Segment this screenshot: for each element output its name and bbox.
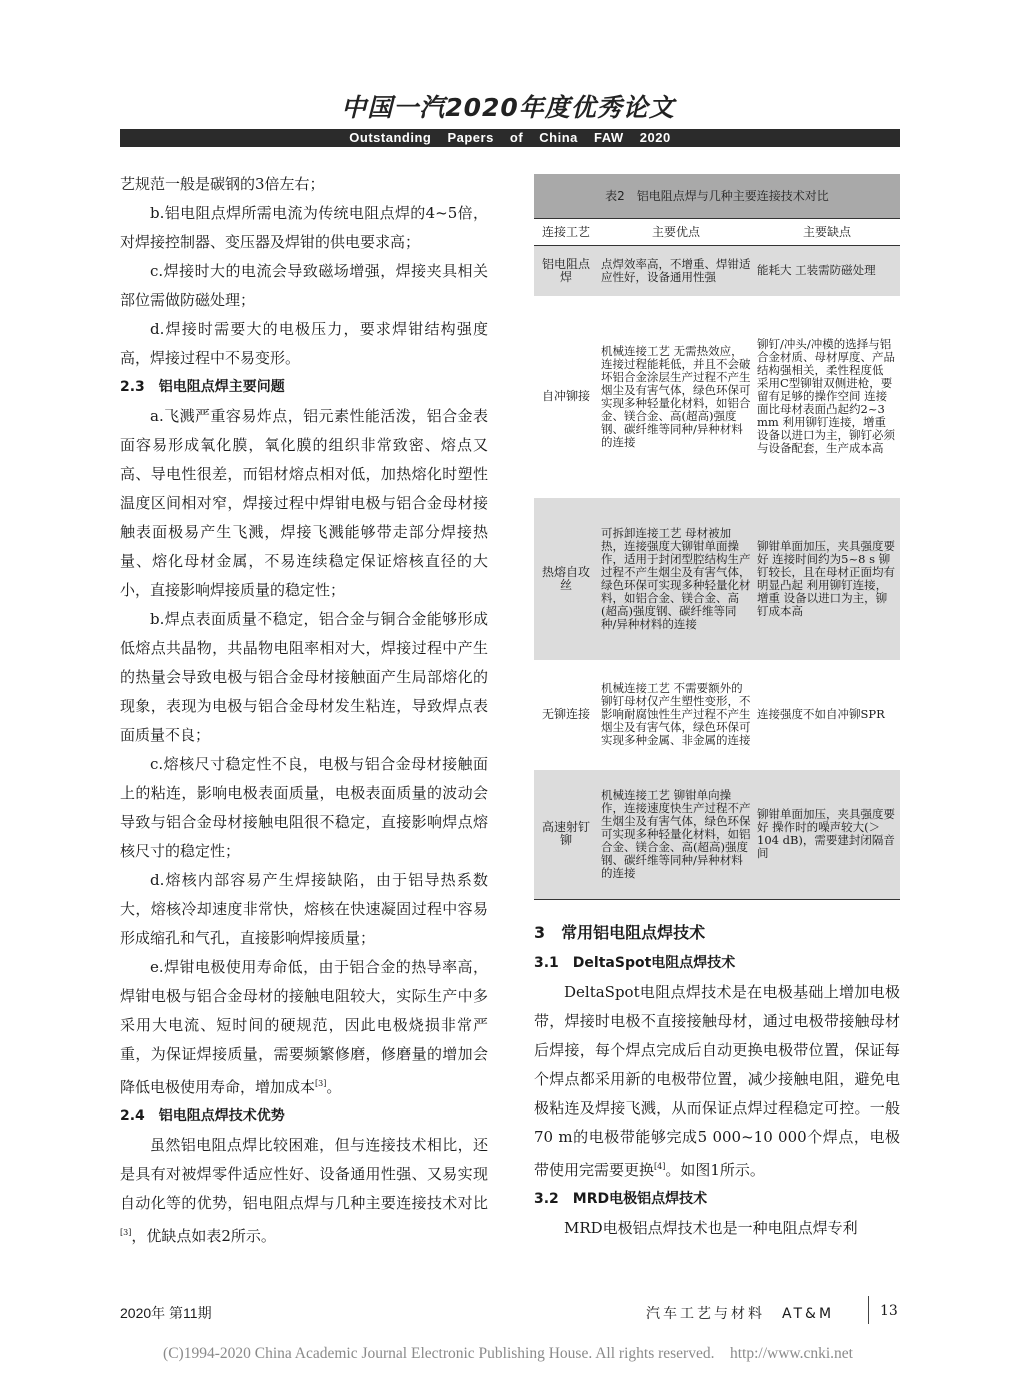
table-header: 主要优点 bbox=[598, 219, 754, 246]
paragraph-text: e.焊钳电极使用寿命低，由于铝合金的热导率高，焊钳电极与铝合金母材的接触电阻较大，实际生产中多采用大电流、短时间的硬规范，因此电极烧损非常严重，为保证焊接质量，需要频繁修磨，修磨量的增加会降低电极使用寿命，增加成本 bbox=[120, 958, 488, 1096]
citation: [4] bbox=[654, 1162, 666, 1171]
left-column bbox=[120, 170, 488, 1251]
journal-header-subtitle: Outstanding Papers of China FAW 2020 bbox=[349, 130, 671, 145]
footer-divider bbox=[868, 1296, 869, 1324]
section-heading-2-4: 2.4 铝电阻点焊技术优势 bbox=[120, 1108, 285, 1124]
table-row bbox=[534, 660, 900, 770]
paragraph: c.焊接时大的电流会导致磁场增强，焊接夹具相关部位需做防磁处理； bbox=[120, 262, 488, 309]
section-heading-3: 3 常用铝电阻点焊技术 bbox=[534, 923, 706, 942]
paragraph: 艺规范一般是碳钢的3倍左右； bbox=[120, 175, 325, 193]
table-row bbox=[534, 770, 900, 900]
table-title: 表2 铝电阻点焊与几种主要连接技术对比 bbox=[534, 174, 900, 218]
page-number: 13 bbox=[880, 1303, 898, 1319]
copyright-notice: (C)1994-2020 China Academic Journal Electronic Publishing House. All rights reserved. http://www.cnki.net bbox=[163, 1345, 853, 1362]
table-cell: 自冲铆接 bbox=[541, 389, 590, 403]
paragraph: MRD电极铝点焊技术也是一种电阻点焊专利 bbox=[564, 1219, 858, 1237]
journal-header-bar bbox=[120, 129, 900, 147]
table-row bbox=[534, 498, 900, 660]
table-cell: 机械连接工艺 无需热效应，连接过程能耗低，并且不会破坏铝合金涂层生产过程不产生烟尘及有害气体，绿色环保可实现多种轻量化材料，如铝合金、镁合金、高(超高)强度钢、碳纤维等同种/异种材料的连接 bbox=[601, 343, 751, 449]
journal-name: 汽车工艺与材料 AT&M bbox=[646, 1306, 835, 1322]
citation: [3] bbox=[315, 1079, 327, 1088]
table-cell: 铝电阻点焊 bbox=[534, 246, 598, 296]
paragraph-text: DeltaSpot电阻点焊技术是在电极基础上增加电极带，焊接时电极不直接接触母材，通过电极带接触母材后焊接，每个焊点完成后自动更换电极带位置，保证每个焊点都采用新的电极带位置，减少接触电阻，避免电极粘连及焊接飞溅，从而保证点焊过程稳定可控。一般70 m的电极带能够完成5 000~10 000个焊点，电极带使用完需要更换 bbox=[534, 983, 900, 1179]
paragraph-text: 。如图1所示。 bbox=[665, 1161, 765, 1179]
paragraph: c.熔核尺寸稳定性不良，电极与铝合金母材接触面上的粘连，影响电极表面质量，电极表面质量的波动会导致与铝合金母材接触电阻很不稳定，直接影响焊点熔核尺寸的稳定性； bbox=[120, 755, 488, 860]
table-row bbox=[534, 246, 900, 296]
paragraph: d.熔核内部容易产生焊接缺陷，由于铝导热系数大，熔核冷却速度非常快，熔核在快速凝固过程中容易形成缩孔和气孔，直接影响焊接质量； bbox=[120, 871, 488, 947]
table-header-row bbox=[534, 219, 900, 246]
table-cell: 连接强度不如自冲铆SPR bbox=[757, 707, 885, 721]
paragraph-text: 虽然铝电阻点焊比较困难，但与连接技术相比，还是具有对被焊零件适应性好、设备通用性强、又易实现自动化等的优势，铝电阻点焊与几种主要连接技术对比 bbox=[120, 1136, 488, 1212]
table-cell: 机械连接工艺 不需要额外的铆钉母材仅产生塑性变形，不影响耐腐蚀性生产过程不产生烟尘及有害气体，绿色环保可实现多种金属、非金属的连接 bbox=[601, 681, 751, 747]
citation: [3] bbox=[120, 1228, 132, 1237]
paragraph: b.焊点表面质量不稳定，铝合金与铜合金能够形成低熔点共晶物，共晶物电阻率相对大，焊接过程中产生的热量会导致电极与铝合金母材接触面产生局部熔化的现象，表现为电极与铝合金母材发生粘连，导致焊点表面质量不良； bbox=[120, 610, 488, 744]
right-column bbox=[534, 917, 900, 1243]
paragraph bbox=[120, 953, 488, 1102]
table-cell: 机械连接工艺 铆钳单向操作，连接速度快生产过程不产生烟尘及有害气体，绿色环保可实现多种轻量化材料，如铝合金、镁合金、高(超高)强度钢、碳纤维等同种/异种材料的连接 bbox=[598, 770, 754, 900]
table-cell: 热熔自攻丝 bbox=[534, 498, 598, 660]
table-cell: 高速射钉铆 bbox=[534, 770, 598, 900]
table-cell: 能耗大 工装需防磁处理 bbox=[754, 246, 900, 296]
paragraph-text: ，优缺点如表2所示。 bbox=[131, 1227, 276, 1245]
paragraph-text: 。 bbox=[326, 1078, 342, 1096]
journal-header-title: 中国一汽2020年度优秀论文 bbox=[341, 93, 675, 122]
section-heading-3-1: 3.1 DeltaSpot电阻点焊技术 bbox=[534, 955, 736, 971]
table-header: 连接工艺 bbox=[534, 219, 598, 246]
paragraph: a.飞溅严重容易炸点，铝元素性能活泼，铝合金表面容易形成氧化膜，氧化膜的组织非常致密、熔点又高、导电性很差，而铝材熔点相对低，加热熔化时塑性温度区间相对窄，焊接过程中焊钳电极与铝合金母材接触表面极易产生飞溅，焊接飞溅能够带走部分焊接热量、熔化母材金属，不易连续稳定保证熔核直径的大小，直接影响焊接质量的稳定性； bbox=[120, 407, 488, 599]
table-row bbox=[534, 296, 900, 498]
comparison-table bbox=[534, 218, 900, 900]
table-cell: 铆钉/冲头/冲模的选择与铝合金材质、母材厚度、产品结构强相关，柔性程度低 采用C型铆钳双侧进枪，要留有足够的操作空间 连接面比母材表面凸起约2~3 mm 利用铆钉连接，增重 设备以进口为主，铆钉必须与设备配套，生产成本高 bbox=[757, 337, 895, 455]
section-heading-2-3: 2.3 铝电阻点焊主要问题 bbox=[120, 379, 285, 395]
table-cell: 无铆连接 bbox=[541, 707, 590, 721]
table-cell: 铆钳单面加压，夹具强度要好 操作时的噪声较大(＞104 dB)，需要建封闭隔音间 bbox=[754, 770, 900, 900]
paragraph bbox=[534, 978, 900, 1185]
table-header: 主要缺点 bbox=[754, 219, 900, 246]
section-heading-3-2: 3.2 MRD电极铝点焊技术 bbox=[534, 1191, 708, 1207]
paragraph bbox=[120, 1131, 488, 1251]
table-cell: 可拆卸连接工艺 母材被加热，连接强度大铆钳单面操作，适用于封闭型腔结构生产过程不产生烟尘及有害气体，绿色环保可实现多种轻量化材料，如铝合金、镁合金、高(超高)强度钢、碳纤维等同种/异种材料的连接 bbox=[598, 498, 754, 660]
table-cell: 铆钳单面加压，夹具强度要好 连接时间约为5~8 s 铆钉较长，且在母材正面均有明显凸起 利用铆钉连接，增重 设备以进口为主，铆钉成本高 bbox=[754, 498, 900, 660]
paragraph: b.铝电阻点焊所需电流为传统电阻点焊的4~5倍，对焊接控制器、变压器及焊钳的供电要求高； bbox=[120, 204, 488, 251]
table-cell: 点焊效率高，不增重、焊钳适应性好，设备通用性强 bbox=[598, 246, 754, 296]
issue-label: 2020年 第11期 bbox=[120, 1305, 212, 1321]
paragraph: d.焊接时需要大的电极压力，要求焊钳结构强度高，焊接过程中不易变形。 bbox=[120, 320, 488, 367]
